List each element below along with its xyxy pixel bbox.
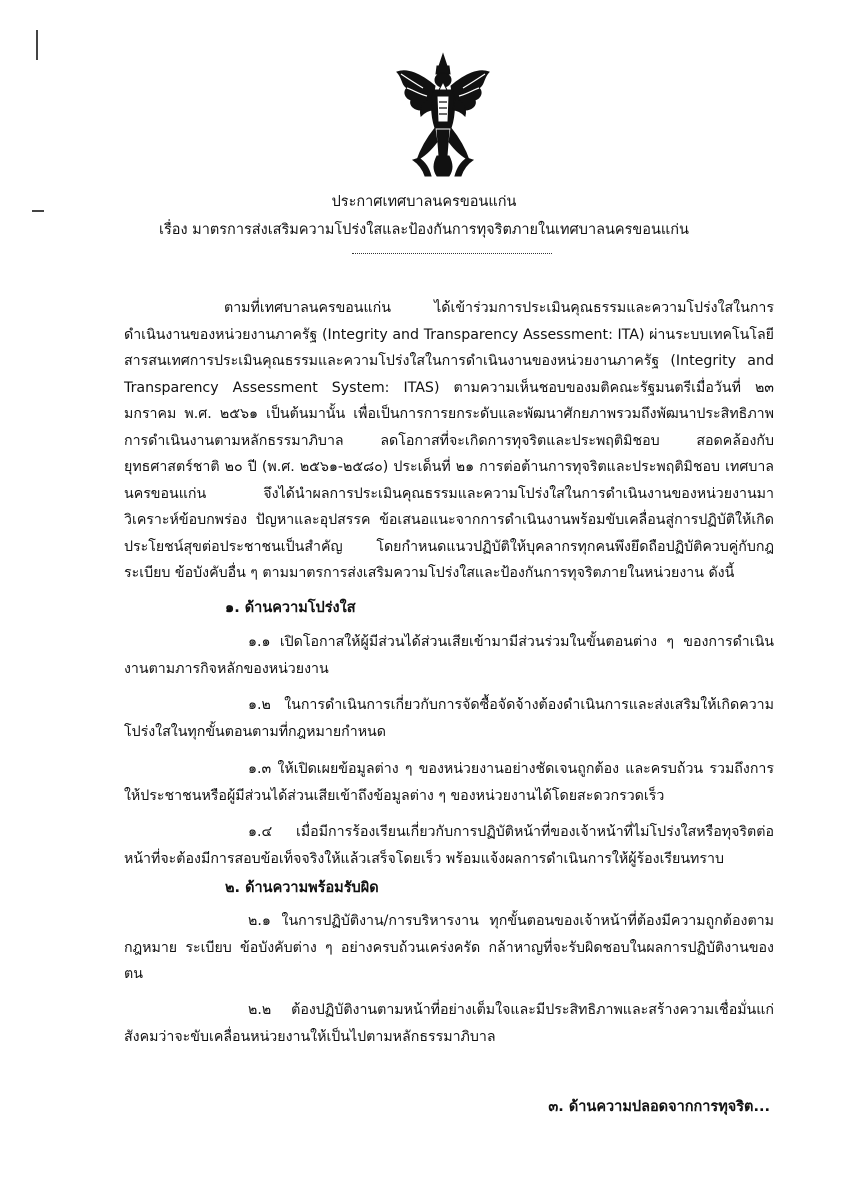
section-item [124, 692, 774, 745]
scan-mark [36, 30, 38, 60]
section-item [124, 629, 774, 682]
section-item-text: ๑.๑ เปิดโอกาสให้ผู้มีส่วนได้ส่วนเสียเข้ามามีส่วนร่วมในขั้นตอนต่าง ๆ ของการดำเนินงานตามภารกิจหลักของหน่วยงาน [124, 634, 774, 677]
announcement-subject: เรื่อง มาตรการส่งเสริมความโปร่งใสและป้องกันการทุจริตภายในเทศบาลนครขอนแก่น [159, 222, 689, 238]
section-item-text: ๑.๓ ให้เปิดเผยข้อมูลต่าง ๆ ของหน่วยงานอย่างชัดเจนถูกต้อง และครบถ้วน รวมถึงการให้ประชาชนหรือผู้มีส่วนได้ส่วนเสียเข้าถึงข้อมูลต่าง ๆ ของหน่วยงานได้โดยสะดวกรวดเร็ว [124, 761, 774, 804]
section-item [124, 997, 774, 1050]
announcement-title: ประกาศเทศบาลนครขอนแก่น [331, 194, 517, 210]
garuda-emblem-icon [393, 52, 493, 178]
section-item-text: ๒.๒ ต้องปฏิบัติงานตามหน้าที่อย่างเต็มใจและมีประสิทธิภาพและสร้างความเชื่อมั่นแก่สังคมว่าจะขับเคลื่อนหน่วยงานให้เป็นไปตามหลักธรรมาภิบาล [124, 1002, 774, 1045]
section-item [124, 908, 774, 988]
continuation-text: ๓. ด้านความปลอดจากการทุจริต... [548, 1099, 770, 1115]
intro-paragraph [124, 295, 774, 587]
section-item [124, 819, 774, 872]
section-item-text: ๒.๑ ในการปฏิบัติงาน/การบริหารงาน ทุกขั้นตอนของเจ้าหน้าที่ต้องมีความถูกต้องตามกฎหมาย ระเบียบ ข้อบังคับต่าง ๆ อย่างครบถ้วนเคร่งครัด กล้าหาญที่จะรับผิดชอบในผลการปฏิบัติงานของตน [124, 913, 774, 982]
section-item [124, 756, 774, 809]
header-divider [352, 253, 552, 254]
section-heading-transparency: ๑. ด้านความโปร่งใส [225, 600, 356, 616]
intro-text: ตามที่เทศบาลนครขอนแก่น ได้เข้าร่วมการประเมินคุณธรรมและความโปร่งใสในการดำเนินงานของหน่วยงานภาครัฐ (Integrity and Transparency Assessment: ITA) ผ่านระบบเทคโนโลยีสารสนเทศการประเมินคุณธรรมและความโปร่งใสในการดำเนินงานของหน่วยงานภาครัฐ (Integrity and Transparency Assessment System: ITAS) ตามความเห็นชอบของมติคณะรัฐมนตรีเมื่อวันที่ ๒๓ มกราคม พ.ศ. ๒๕๖๑ เป็นต้นมานั้น เพื่อเป็นการการยกระดับและพัฒนาศักยภาพรวมถึงพัฒนาประสิทธิภาพการดำเนินงานตามหลักธรรมาภิบาล ลดโอกาสที่จะเกิดการทุจริตและประพฤติมิชอบ สอดคล้องกับยุทธศาสตร์ชาติ ๒๐ ปี (พ.ศ. ๒๕๖๑-๒๕๘๐) ประเด็นที่ ๒๑ การต่อต้านการทุจริตและประพฤติมิชอบ เทศบาลนครขอนแก่น จึงได้นำผลการประเมินคุณธรรมและความโปร่งใสในการดำเนินงานของหน่วยงานมาวิเคราะห์ข้อบกพร่อง ปัญหาและอุปสรรค ข้อเสนอแนะจากการดำเนินงานพร้อมขับเคลื่อนสู่การปฏิบัติให้เกิดประโยชน์สุขต่อประชาชนเป็นสำคัญ โดยกำหนดแนวปฏิบัติให้บุคลากรทุกคนพึงยึดถือปฏิบัติควบคู่กับกฎ ระเบียบ ข้อบังคับอื่น ๆ ตามมาตรการส่งเสริมความโปร่งใสและป้องกันการทุจริตภายในหน่วยงาน ดังนี้ [124, 300, 774, 581]
section-item-text: ๑.๒ ในการดำเนินการเกี่ยวกับการจัดซื้อจัดจ้างต้องดำเนินการและส่งเสริมให้เกิดความโปร่งใสในทุกขั้นตอนตามที่กฎหมายกำหนด [124, 697, 774, 740]
section-item-text: ๑.๔ เมื่อมีการร้องเรียนเกี่ยวกับการปฏิบัติหน้าที่ของเจ้าหน้าที่ไม่โปร่งใสหรือทุจริตต่อหน้าที่จะต้องมีการสอบข้อเท็จจริงให้แล้วเสร็จโดยเร็ว พร้อมแจ้งผลการดำเนินการให้ผู้ร้องเรียนทราบ [124, 824, 774, 867]
section-heading-accountability: ๒. ด้านความพร้อมรับผิด [225, 880, 379, 896]
